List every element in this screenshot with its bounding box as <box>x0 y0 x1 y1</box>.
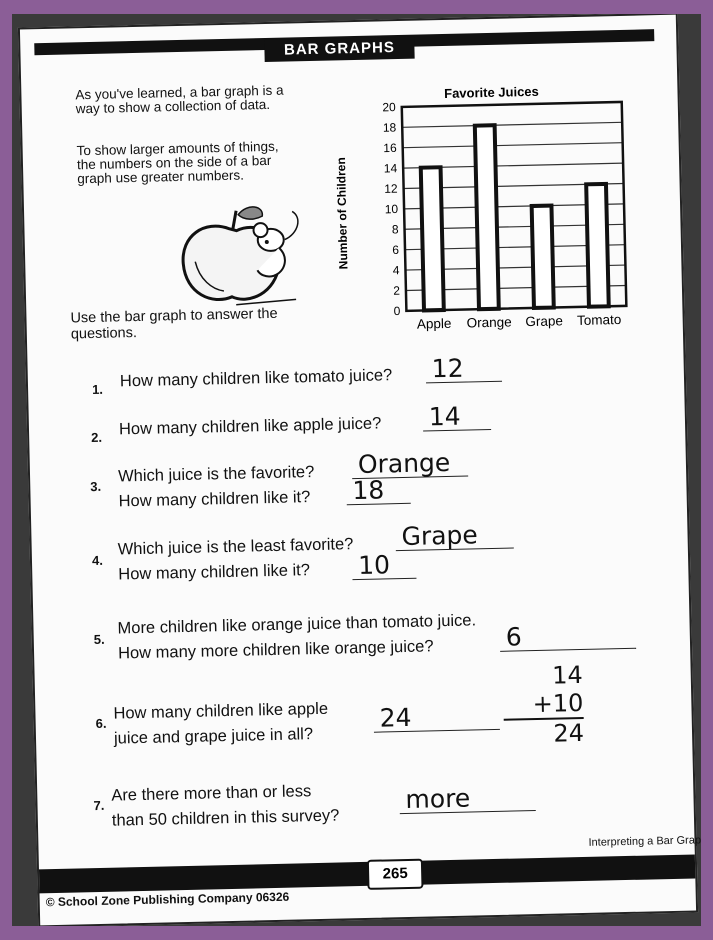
chart-y-tick-label: 6 <box>392 242 400 257</box>
chart-x-tick-label: Orange <box>466 314 512 331</box>
answer-field[interactable]: 14 <box>423 403 492 432</box>
question-text: More children like orange juice than tomato juice. <box>117 611 477 638</box>
footer-page-number: 265 <box>367 859 424 890</box>
question-text: How many more children like orange juice? <box>117 637 434 663</box>
page-title: BAR GRAPHS <box>264 37 414 62</box>
work-sum: 24 <box>504 717 585 749</box>
work-addend-1: 14 <box>551 660 584 690</box>
question-number: 4. <box>91 552 103 569</box>
question-text: Which juice is the least favorite? <box>117 535 354 559</box>
chart-y-tick-label: 16 <box>383 140 397 156</box>
answer-field[interactable]: 6 <box>500 622 637 652</box>
question-text: juice and grape juice in all? <box>113 725 314 748</box>
footer-copyright: © School Zone Publishing Company 06326 <box>45 889 290 910</box>
chart-x-tick-label: Tomato <box>576 311 622 328</box>
question-number: 5. <box>93 631 105 648</box>
bar-chart <box>331 80 637 357</box>
question-number: 1. <box>91 381 104 398</box>
chart-y-tick-label: 0 <box>393 303 401 319</box>
question-text: How many children like it? <box>118 488 311 511</box>
question-number: 3. <box>90 478 102 495</box>
chart-y-tick-label: 8 <box>391 222 399 237</box>
question-text: How many children like it? <box>118 561 311 584</box>
chart-y-tick-label: 12 <box>384 181 398 196</box>
chart-y-tick-label: 2 <box>393 283 401 298</box>
chart-y-tick-label: 20 <box>382 100 396 115</box>
question-text: than 50 children in this survey? <box>111 806 340 830</box>
chart-y-tick-label: 14 <box>383 161 398 176</box>
chart-gridline <box>402 122 622 127</box>
chart-title: Favorite Juices <box>443 83 539 101</box>
answer-field[interactable]: more <box>399 784 536 814</box>
photo-background <box>12 14 701 926</box>
chart-x-ticks <box>417 312 622 332</box>
answer-field[interactable]: Orange <box>352 450 469 480</box>
question-number: 6. <box>95 715 107 732</box>
chart-gridline <box>403 143 623 148</box>
answer-field[interactable]: 18 <box>346 477 411 505</box>
question-text: Are there more than or less <box>111 782 312 805</box>
chart-y-ticks <box>382 100 401 318</box>
chart-x-tick-label: Apple <box>416 315 452 332</box>
handwritten-work <box>502 661 584 749</box>
chart-bar-apple <box>421 167 444 310</box>
chart-y-tick-label: 10 <box>384 202 399 217</box>
question-text: Which juice is the favorite? <box>117 462 315 486</box>
answer-field[interactable]: 12 <box>425 355 502 384</box>
question-number: 2. <box>91 429 103 446</box>
footer-section-title: Interpreting a Bar Grap <box>588 834 701 849</box>
chart-y-axis-label: Number of Children <box>333 157 351 270</box>
chart-x-tick-label: Grape <box>525 313 564 330</box>
chart-bars <box>420 123 609 311</box>
question-text: How many children like apple juice? <box>118 414 382 439</box>
question-text: How many children like apple <box>113 699 329 723</box>
chart-bar-grape <box>532 206 554 308</box>
instructions: Use the bar graph to answer the questions. <box>70 305 278 343</box>
chart-bar-orange <box>475 125 499 309</box>
answer-field[interactable]: Grape <box>395 521 514 551</box>
chart-y-tick-label: 18 <box>382 120 397 135</box>
answer-field[interactable]: 10 <box>352 552 417 580</box>
intro-paragraph-1: As you've learned, a bar graph is a way to show a collection of data. <box>75 82 284 117</box>
question-number: 7. <box>93 797 105 814</box>
question-text: How many children like tomato juice? <box>119 366 393 391</box>
answer-field[interactable]: 24 <box>373 703 500 733</box>
chart-bar-tomato <box>586 184 609 307</box>
apple-mouse-illustration <box>174 199 306 312</box>
chart-y-tick-label: 4 <box>392 263 400 278</box>
work-addend-2: +10 <box>532 688 584 719</box>
intro-paragraph-2: To show larger amounts of things, the numbers on the side of a bar graph use greater numbers. <box>76 138 279 187</box>
worksheet-page <box>18 14 701 926</box>
